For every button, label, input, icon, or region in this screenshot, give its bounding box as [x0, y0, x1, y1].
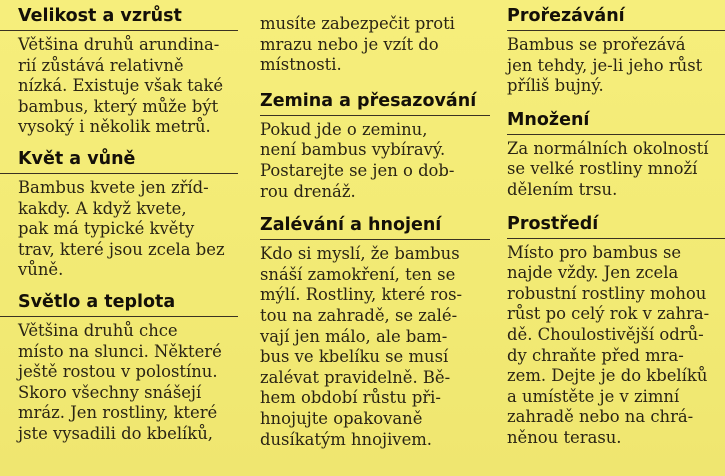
column-3: [499, 0, 725, 449]
section-heading: Množení: [507, 109, 590, 130]
section-environment: [499, 213, 725, 449]
column-2: [250, 0, 490, 450]
section-size: [0, 0, 238, 138]
section-heading: Zemina a přesazování: [260, 90, 477, 111]
section-propagation: [499, 109, 725, 201]
section-heading: Zalévání a hnojení: [260, 215, 442, 236]
section-heading: Prostředí: [507, 213, 599, 234]
section-watering: [250, 214, 490, 450]
heading-rule: [0, 173, 238, 174]
section-text: Kdo si myslí, že bambus snáší zamokření, ten se mýlí. Rostliny, které ros- tou na zahradě, se zalé- vají jen málo, ale bam- bus ve kbelíku se musí zalévat pravidelně. Bě- hem období růstu při- hnojujte opakovaně dusíkatým hnojivem.: [260, 244, 463, 449]
section-text: Bambus kvete jen zříd- kakdy. A když kvete, pak má typické květy trav, které jsou zcela bez vůně.: [18, 177, 225, 280]
heading-rule: [0, 30, 238, 31]
section-flower: [0, 148, 238, 281]
section-text: Za normálních okolností se velké rostliny množí dělením trsu.: [507, 138, 709, 199]
heading-rule: [260, 239, 490, 240]
section-heading: Prořezávání: [507, 6, 625, 26]
section-text: Pokud jde o zeminu, není bambus vybíravý. Postarejte se jen o dob- rou drenáž.: [260, 119, 455, 201]
section-text: musíte zabezpečit proti mrazu nebo je vzít do místnosti.: [260, 14, 455, 75]
heading-rule: [0, 316, 238, 317]
section-soil: [250, 90, 490, 202]
section-light: [0, 291, 238, 445]
heading-rule: [507, 134, 725, 135]
section-heading: Velikost a vzrůst: [18, 6, 182, 26]
section-heading: Světlo a teplota: [18, 291, 176, 312]
section-pruning: [499, 0, 725, 97]
section-text: Místo pro bambus se najde vždy. Jen zcela robustní rostliny mohou růst po celý rok v zahra- dě. Choulostivější odrů- dy chraňte před mra- zem. Dejte je do kbelíků a umístěte je v zimní zahradě nebo na chrá- něnou terasu.: [507, 242, 710, 447]
section-heading: Květ a vůně: [18, 148, 136, 169]
heading-rule: [260, 115, 490, 116]
section-text: Většina druhů arundina- rií zůstává relativně nízká. Existuje však také bambus, který může být vysoký i několik metrů.: [18, 35, 224, 137]
heading-rule: [507, 238, 725, 239]
heading-rule: [507, 30, 725, 31]
section-text: Většina druhů chce místo na slunci. Některé ještě rostou v polostínu. Skoro všechny snášejí mráz. Jen rostliny, které jste vysadili do kbelíků,: [18, 320, 222, 443]
column-1: [0, 0, 238, 445]
section-continued: [250, 0, 490, 76]
section-text: Bambus se prořezává jen tehdy, je-li jeho růst příliš bujný.: [507, 35, 703, 96]
